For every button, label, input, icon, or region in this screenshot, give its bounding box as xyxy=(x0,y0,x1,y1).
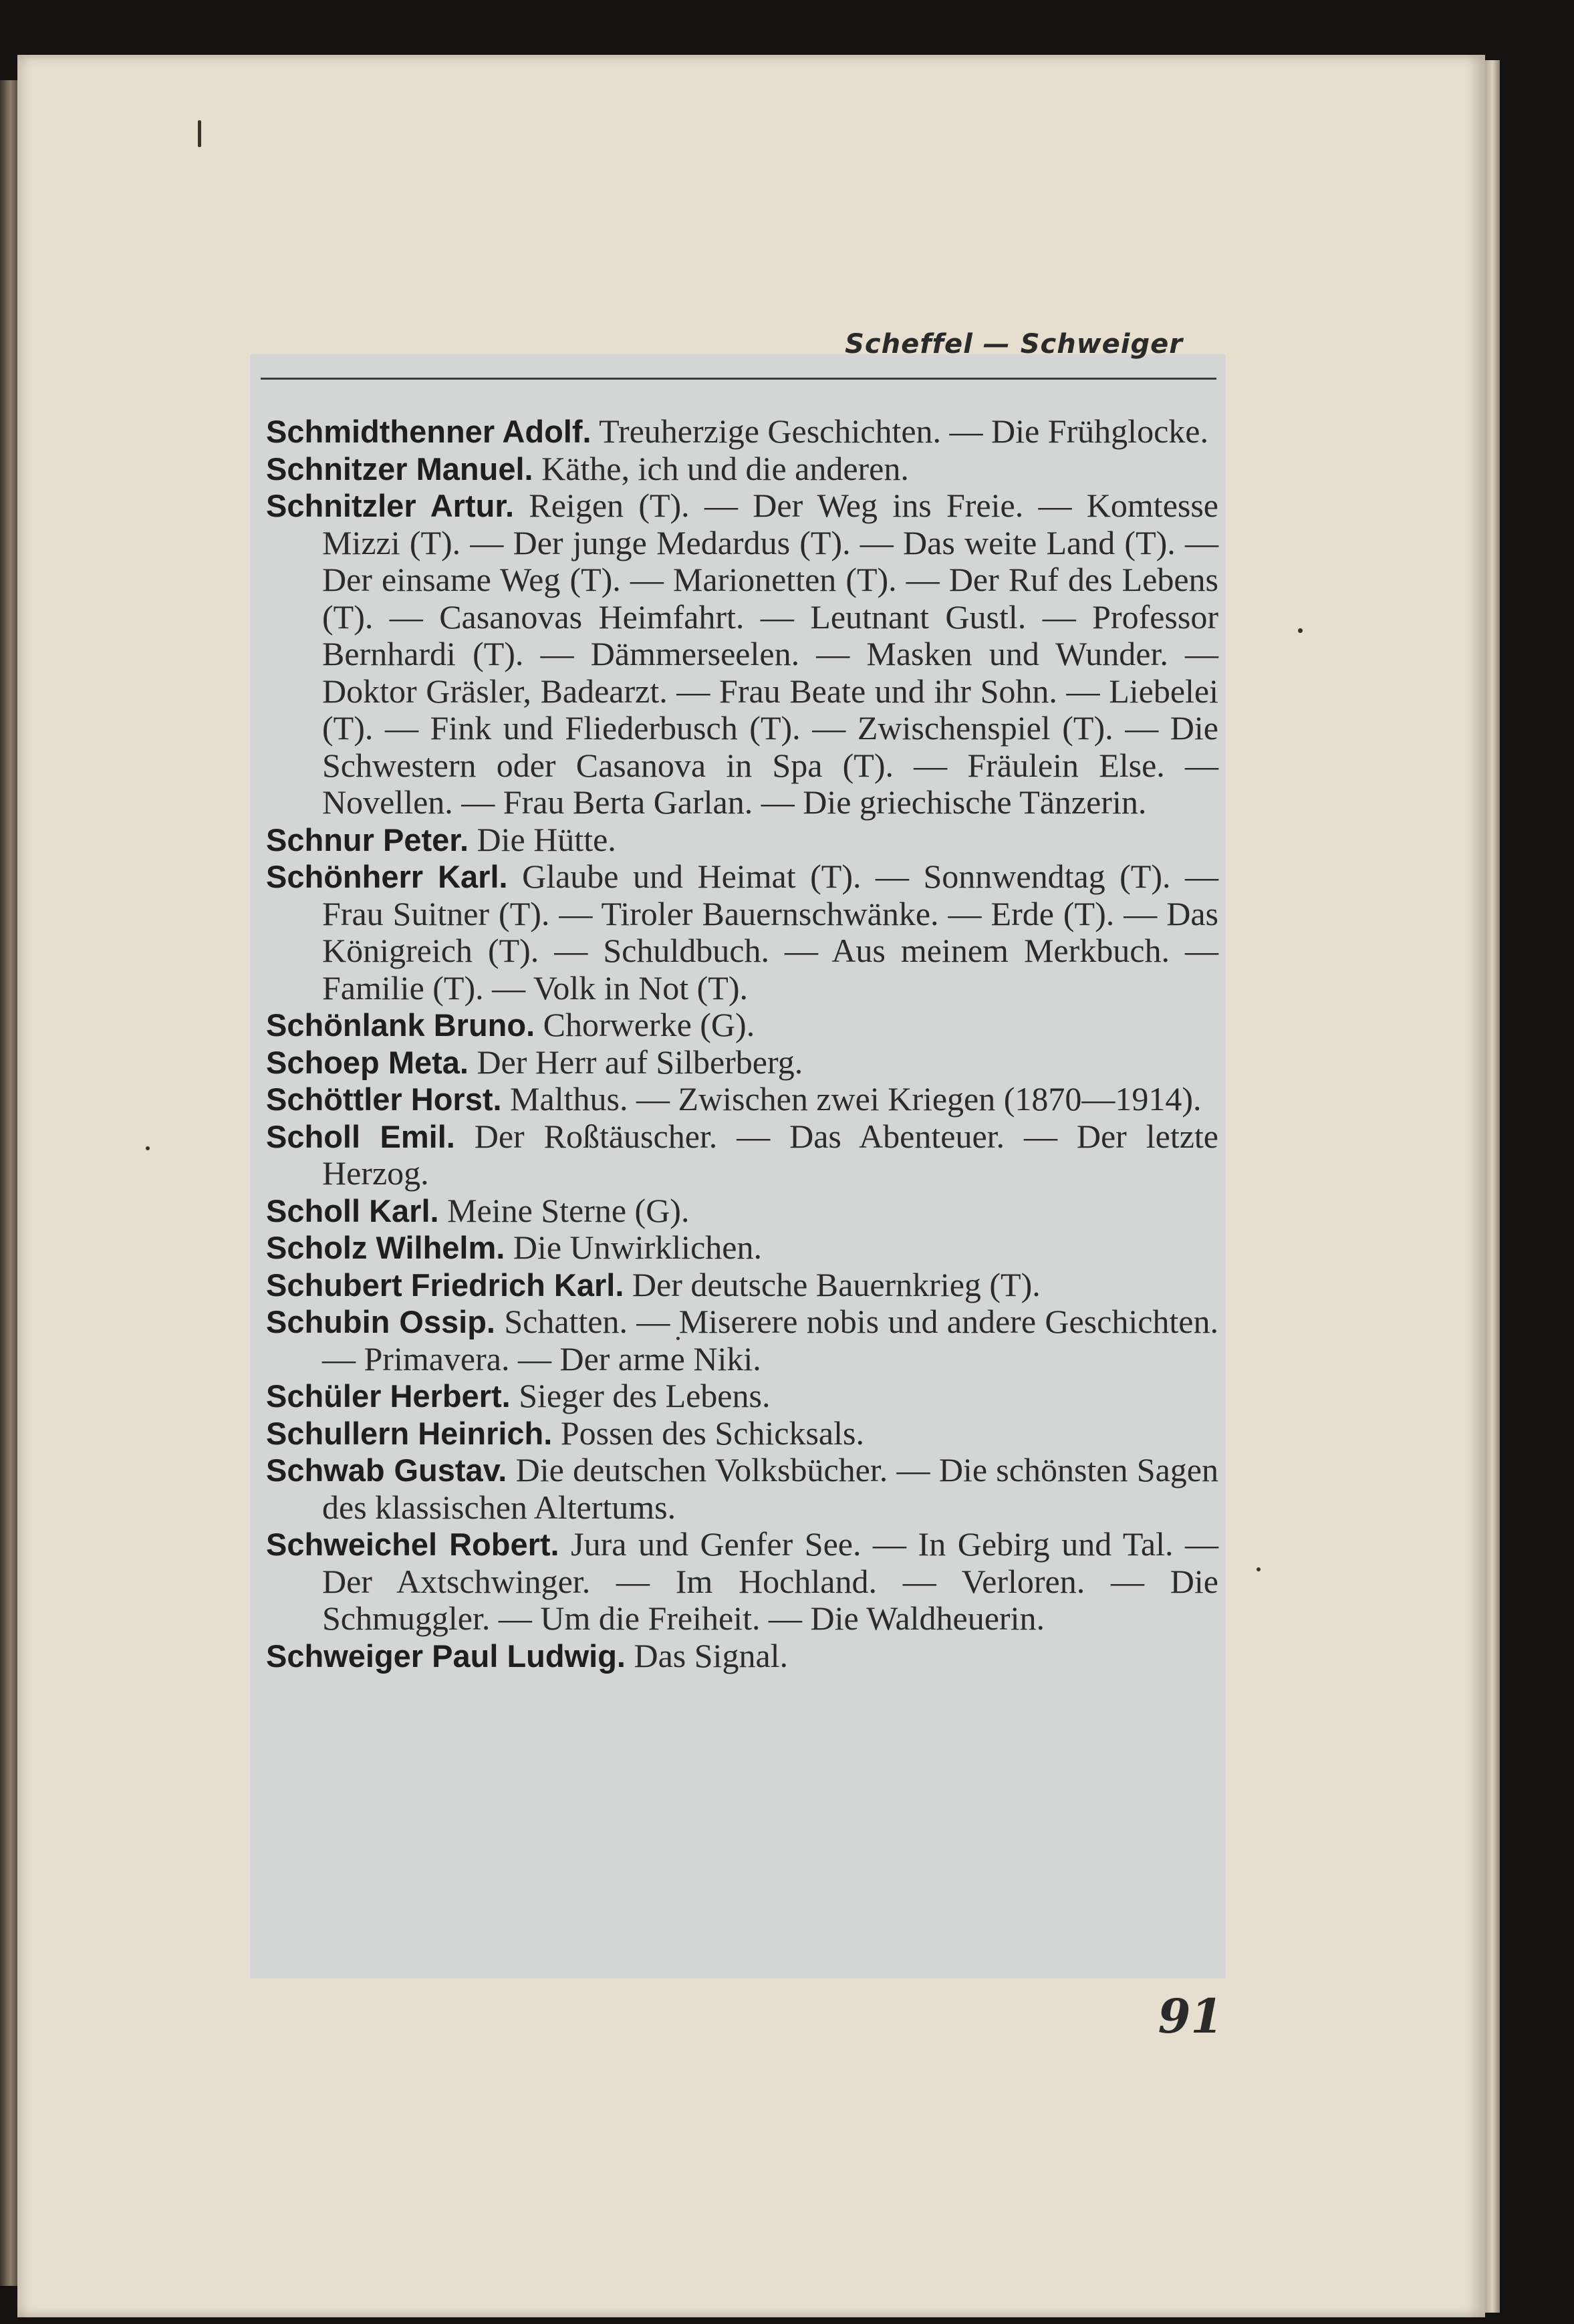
author-name: Schmidthenner Adolf. xyxy=(266,414,592,449)
author-name: Scholl Karl. xyxy=(266,1192,439,1229)
author-name: Schwab Gustav. xyxy=(266,1452,507,1488)
author-works: Die deutschen Volksbücher. — Die schönsten Sagen des klassischen Altertums. xyxy=(322,1451,1218,1526)
author-name: Schullern Heinrich. xyxy=(266,1415,553,1451)
list-item xyxy=(266,450,1218,488)
header-rule xyxy=(261,378,1216,380)
author-name: Schöttler Horst. xyxy=(266,1081,502,1117)
author-name: Schubin Ossip. xyxy=(266,1304,495,1339)
author-works: Reigen (T). — Der Weg ins Freie. — Komtesse Mizzi (T). — Der junge Medardus (T). — Das weite Land (T). — Der einsame Weg (T). — Marionetten (T). — Der Ruf des Lebens (T). — Casanovas Heimfahrt. — Leutnant Gustl. — Professor Bernhardi (T). — Dämmerseelen. — Masken und Wunder. — Doktor Gräsler, Badearzt. — Frau Beate und ihr Sohn. — Liebelei (T). — Fink und Fliederbusch (T). — Zwischenspiel (T). — Die Schwestern oder Casanova in Spa (T). — Fräulein Else. — Novellen. — Frau Berta Garlan. — Die griechische Tänzerin. xyxy=(322,487,1218,821)
list-item xyxy=(266,1638,1218,1675)
author-name: Scholz Wilhelm. xyxy=(266,1230,505,1265)
author-works: Der Roßtäuscher. — Das Abenteuer. — Der letzte Herzog. xyxy=(322,1117,1218,1192)
author-works: Sieger des Lebens. xyxy=(519,1377,771,1414)
list-item xyxy=(266,413,1218,450)
list-item xyxy=(266,1044,1218,1081)
author-works: Malthus. — Zwischen zwei Kriegen (1870—1914). xyxy=(510,1080,1202,1118)
author-name: Schweichel Robert. xyxy=(266,1527,559,1562)
paper-speck xyxy=(1298,628,1303,633)
author-works: Der deutsche Bauernkrieg (T). xyxy=(632,1265,1041,1303)
list-item xyxy=(266,821,1218,859)
list-item xyxy=(266,1415,1218,1452)
list-item xyxy=(266,1118,1218,1192)
author-works: Das Signal. xyxy=(634,1636,789,1674)
author-name: Schoep Meta. xyxy=(266,1044,469,1080)
author-name: Schnur Peter. xyxy=(266,821,469,858)
paper-speck xyxy=(1257,1567,1261,1571)
author-name: Scholl Emil. xyxy=(266,1118,455,1154)
author-works: Jura und Genfer See. — In Gebirg und Tal. — Der Axtschwinger. — Im Hochland. — Verloren. — Die Schmuggler. — Um die Freiheit. — Die Waldheuerin. xyxy=(322,1525,1219,1637)
list-item xyxy=(266,1229,1218,1267)
author-works: Treuherzige Geschichten. — Die Frühglocke. xyxy=(599,412,1208,450)
author-works: Glaube und Heimat (T). — Sonnwendtag (T). — Frau Suitner (T). — Tiroler Bauernschwänke. — Erde (T). — Das Königreich (T). — Schuldbuch. — Aus meinem Merkbuch. — Familie (T). — Volk in Not (T). xyxy=(322,858,1219,1007)
page-number: 91 xyxy=(1158,1988,1223,2044)
list-item xyxy=(266,1081,1218,1118)
list-item xyxy=(266,1007,1218,1044)
list-item xyxy=(266,1267,1218,1304)
list-item xyxy=(266,1378,1218,1415)
author-works: Schatten. — Miserere nobis und andere Geschichten. — Primavera. — Der arme Niki. xyxy=(322,1303,1218,1378)
author-name: Schweiger Paul Ludwig. xyxy=(266,1638,626,1674)
paper-speck xyxy=(198,120,201,147)
author-name: Schönherr Karl. xyxy=(266,859,508,894)
author-works: Meine Sterne (G). xyxy=(447,1191,690,1229)
author-works: Käthe, ich und die anderen. xyxy=(541,449,909,487)
author-works: Possen des Schicksals. xyxy=(560,1414,864,1452)
list-item xyxy=(266,1452,1218,1526)
page-stack-edge xyxy=(1485,60,1500,2313)
paper-speck xyxy=(146,1146,150,1150)
entry-list xyxy=(266,413,1218,1674)
list-item xyxy=(266,1192,1218,1230)
author-name: Schubert Friedrich Karl. xyxy=(266,1267,624,1303)
author-name: Schüler Herbert. xyxy=(266,1378,511,1414)
author-name: Schönlank Bruno. xyxy=(266,1007,535,1043)
list-item xyxy=(266,1526,1218,1638)
list-item xyxy=(266,858,1218,1007)
list-item xyxy=(266,1303,1218,1378)
author-works: Chorwerke (G). xyxy=(543,1006,755,1043)
author-name: Schnitzler Artur. xyxy=(266,488,515,523)
author-works: Die Hütte. xyxy=(477,820,616,858)
list-item xyxy=(266,487,1218,821)
author-name: Schnitzer Manuel. xyxy=(266,450,533,487)
author-works: Die Unwirklichen. xyxy=(513,1229,762,1266)
author-works: Der Herr auf Silberberg. xyxy=(477,1043,803,1081)
running-head: Scheffel — Schweiger xyxy=(845,329,1183,360)
book-spine-edge xyxy=(0,80,17,2286)
